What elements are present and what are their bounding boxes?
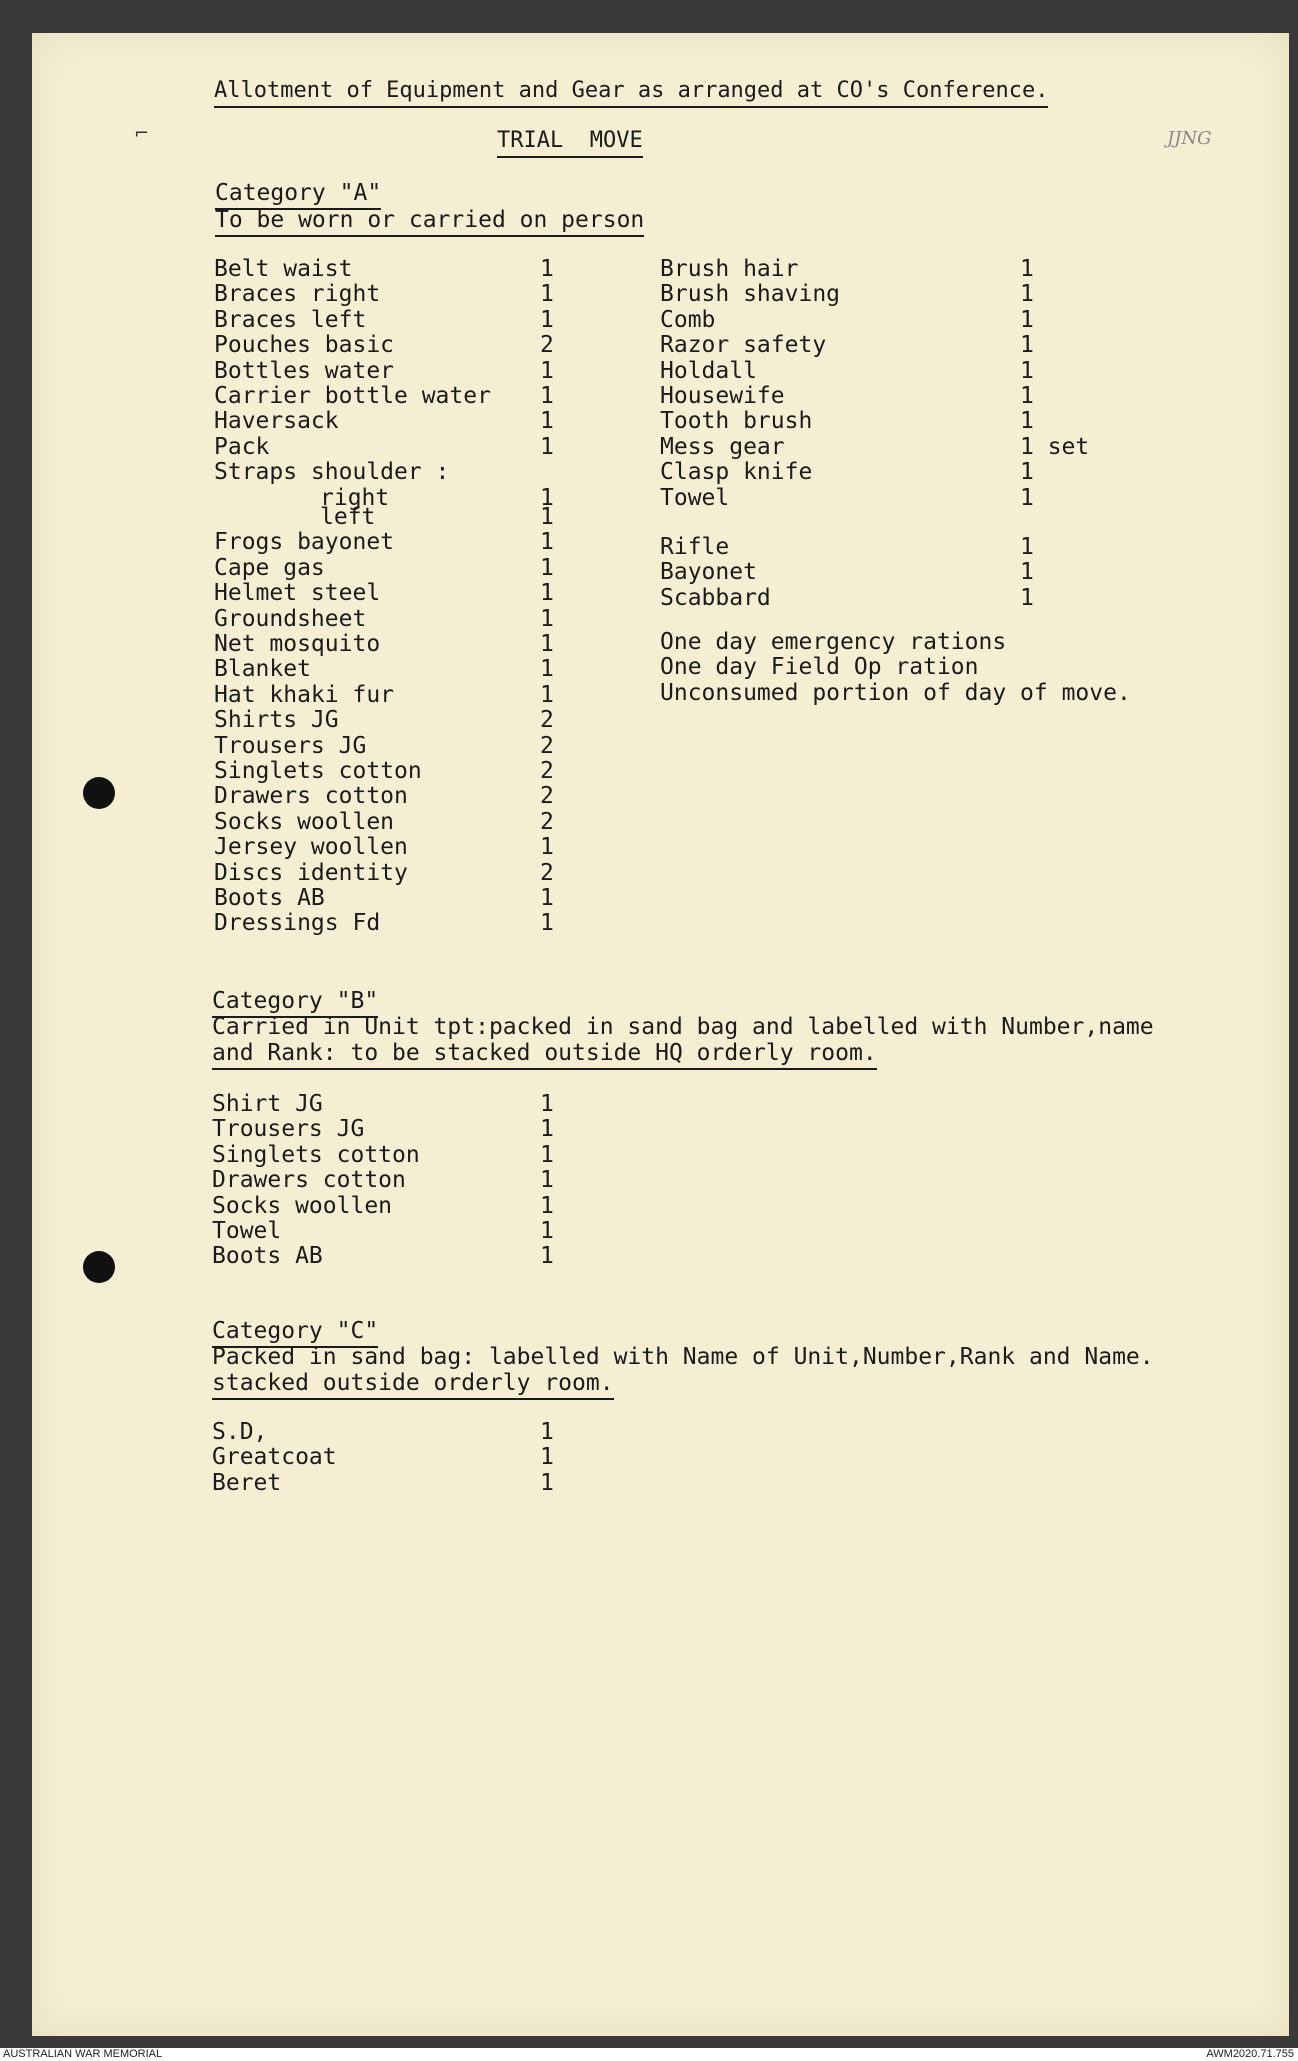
list-item-name: Towel	[212, 1218, 282, 1244]
list-item-qty: 1	[540, 306, 554, 333]
list-item-qty: 2	[540, 332, 554, 359]
list-item-qty: 1	[540, 256, 554, 282]
list-item-name: Pouches basic	[214, 332, 395, 359]
list-item-qty: 1	[540, 1218, 554, 1244]
list-item-name: Housewife	[660, 383, 785, 409]
list-item-name: Frogs bayonet	[214, 529, 395, 556]
list-item-name: Cape gas	[214, 554, 325, 581]
list-item-name: Hat khaki fur	[214, 681, 395, 708]
list-item-qty: 1	[540, 357, 554, 384]
category-b-subheading-2: and Rank: to be stacked outside HQ orderly room.	[212, 1040, 877, 1070]
list-item-name: Belt waist	[214, 256, 353, 282]
list-item-name: Carrier bottle water	[214, 383, 491, 409]
list-item-name: Bottles water	[214, 357, 395, 384]
list-item-qty: 1	[1020, 408, 1034, 435]
list-item-qty: 1	[540, 580, 554, 607]
list-item-qty: 1	[540, 910, 554, 937]
list-item-name: Greatcoat	[212, 1444, 337, 1471]
list-item-name: Helmet steel	[214, 580, 381, 607]
list-item-qty: 1	[540, 1192, 554, 1219]
list-item-name: Clasp knife	[660, 459, 813, 486]
list-item-qty: 2	[540, 808, 554, 835]
list-item-qty: 1	[540, 681, 554, 708]
ration-line: One day Field Op ration	[660, 654, 979, 681]
list-item-qty: 2	[540, 783, 554, 810]
list-item-qty: 1	[540, 1419, 554, 1445]
list-item-qty: 1	[540, 1243, 554, 1270]
category-a-heading: Category "A"	[215, 180, 381, 210]
document-title: Allotment of Equipment and Gear as arranged at CO's Conference.	[214, 78, 1048, 108]
list-item-name: Boots AB	[214, 885, 325, 911]
list-item-qty: 1	[540, 484, 554, 511]
list-item-name: Blanket	[214, 656, 311, 683]
list-item-qty: 2	[540, 732, 554, 759]
list-item-qty: 1	[1020, 383, 1034, 409]
list-item-name: Brush hair	[660, 256, 799, 282]
list-item-qty: 1	[1020, 459, 1034, 486]
list-item-name: Drawers cotton	[212, 1167, 406, 1194]
category-a-subheading: To be worn or carried on person	[215, 207, 644, 237]
list-item-qty: 1	[1020, 484, 1034, 511]
category-c-heading: Category "C"	[212, 1318, 378, 1348]
list-item-qty: 1	[540, 656, 554, 683]
list-item-qty: 2	[540, 758, 554, 784]
list-item-qty: 1	[540, 1141, 554, 1168]
footer-credit: AUSTRALIAN WAR MEMORIAL	[3, 2048, 163, 2060]
list-item-name: Net mosquito	[214, 631, 381, 657]
list-item-name: right	[320, 484, 390, 511]
list-item-qty: 1	[540, 1091, 554, 1117]
category-c-subheading-1: Packed in sand bag: labelled with Name of Unit,Number,Rank and Name.	[212, 1344, 1154, 1370]
list-item-name: Straps shoulder :	[214, 459, 450, 486]
handwritten-note: JJNG	[1167, 128, 1212, 149]
list-item-qty: 1	[540, 554, 554, 581]
list-item-name: Pack	[214, 433, 270, 460]
list-item-qty: 1	[1020, 357, 1034, 384]
ration-line: Unconsumed portion of day of move.	[660, 679, 1131, 706]
category-c-subheading-2: stacked outside orderly room.	[212, 1370, 614, 1400]
document-page	[32, 33, 1289, 2036]
document-body	[32, 33, 1289, 2036]
list-item-name: Singlets cotton	[212, 1141, 420, 1168]
list-item-qty: 1	[540, 408, 554, 435]
list-item-name: Towel	[660, 484, 730, 511]
list-item-qty: 1	[540, 834, 554, 861]
category-b-subheading-1: Carried in Unit tpt:packed in sand bag and labelled with Number,name	[212, 1014, 1154, 1040]
list-item-name: Beret	[212, 1469, 282, 1496]
list-item-qty: 1 set	[1020, 433, 1090, 460]
list-item-name: Rifle	[660, 534, 730, 560]
list-item-name: Socks woollen	[214, 808, 395, 835]
punch-hole-lower	[83, 1251, 115, 1283]
list-item-name: Jersey woollen	[214, 834, 408, 861]
category-b-heading: Category "B"	[212, 988, 378, 1018]
list-item-qty: 1	[1020, 306, 1034, 333]
list-item-qty: 1	[1020, 534, 1034, 560]
list-item-name: Comb	[660, 306, 716, 333]
list-item-qty: 1	[1020, 256, 1034, 282]
list-item-name: Bayonet	[660, 559, 757, 586]
list-item-name: S.D,	[212, 1419, 268, 1445]
list-item-qty: 1	[540, 1469, 554, 1496]
list-item-name: Singlets cotton	[214, 758, 422, 784]
list-item-name: Brush shaving	[660, 281, 841, 308]
footer-accession-number: AWM2020.71.755	[1206, 2048, 1294, 2060]
punch-hole-upper	[83, 777, 115, 809]
list-item-name: Tooth brush	[660, 408, 813, 435]
list-item-qty: 1	[1020, 332, 1034, 359]
list-item-qty: 1	[540, 1167, 554, 1194]
list-item-qty: 1	[1020, 584, 1034, 611]
list-item-name: Boots AB	[212, 1243, 323, 1270]
list-item-name: Mess gear	[660, 433, 785, 460]
list-item-name: Razor safety	[660, 332, 827, 359]
list-item-name: Trousers JG	[214, 732, 367, 759]
list-item-name: Braces right	[214, 281, 381, 308]
list-item-name: Dressings Fd	[214, 910, 381, 937]
list-item-qty: 2	[540, 707, 554, 734]
list-item-qty: 1	[540, 529, 554, 556]
list-item-qty: 1	[1020, 559, 1034, 586]
list-item-name: Socks woollen	[212, 1192, 393, 1219]
list-item-qty: 1	[540, 281, 554, 308]
list-item-qty: 1	[1020, 281, 1034, 308]
list-item-qty: 1	[540, 631, 554, 657]
list-item-name: Shirts JG	[214, 707, 339, 734]
list-item-name: Discs identity	[214, 859, 408, 886]
list-item-name: Groundsheet	[214, 605, 367, 632]
list-item-qty: 1	[540, 605, 554, 632]
list-item-qty: 1	[540, 383, 554, 409]
document-subtitle: TRIAL MOVE	[497, 128, 643, 158]
list-item-qty: 1	[540, 1116, 554, 1143]
list-item-qty: 1	[540, 885, 554, 911]
list-item-name: Shirt JG	[212, 1091, 323, 1117]
list-item-name: Trousers JG	[212, 1116, 365, 1143]
list-item-name: left	[320, 504, 376, 530]
list-item-name: Drawers cotton	[214, 783, 408, 810]
list-item-qty: 1	[540, 504, 554, 530]
ration-line: One day emergency rations	[660, 629, 1007, 655]
list-item-name: Haversack	[214, 408, 339, 435]
list-item-name: Holdall	[660, 357, 757, 384]
list-item-qty: 1	[540, 433, 554, 460]
pen-mark: ⌐	[134, 123, 150, 144]
list-item-qty: 1	[540, 1444, 554, 1471]
list-item-qty: 2	[540, 859, 554, 886]
list-item-name: Braces left	[214, 306, 367, 333]
list-item-name: Scabbard	[660, 584, 771, 611]
